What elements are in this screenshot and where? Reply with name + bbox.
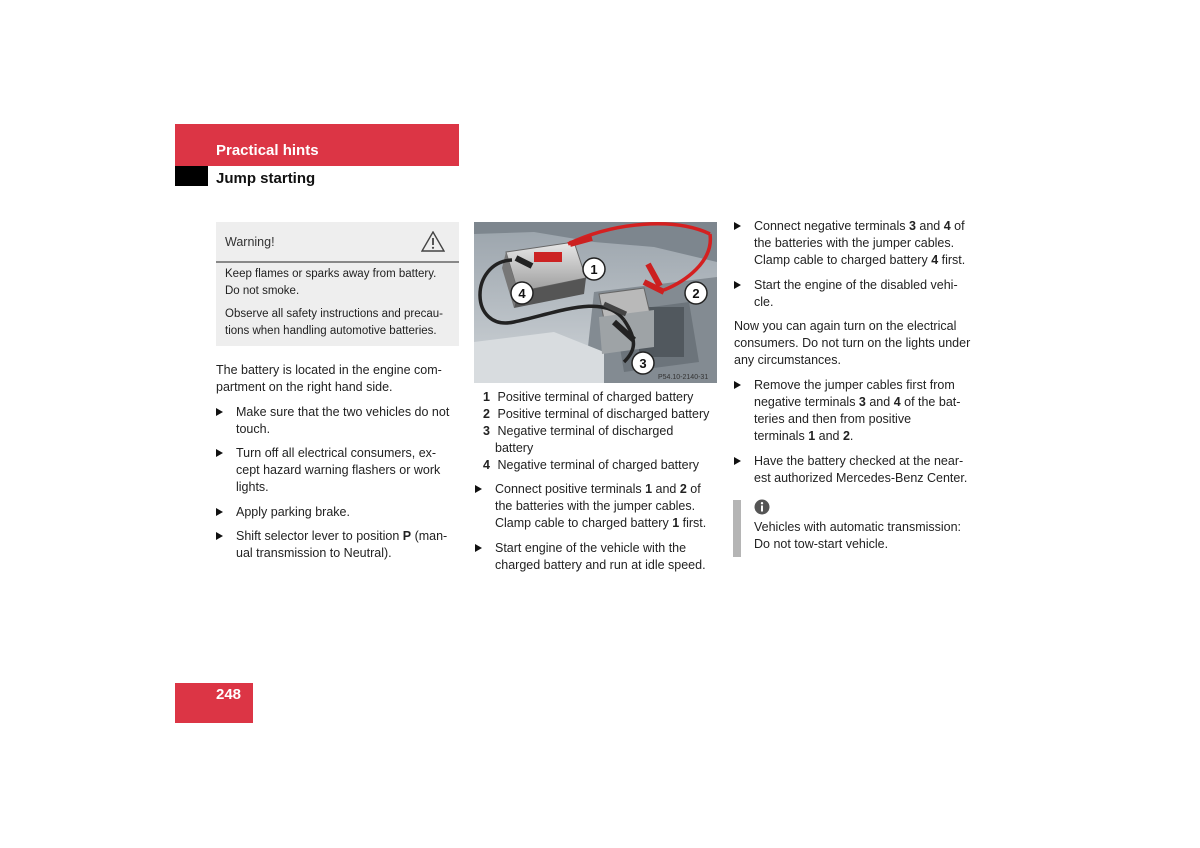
- col1-steps: [216, 404, 466, 574]
- list-item: Apply parking brake.: [216, 504, 350, 521]
- warning-label: Warning!: [225, 235, 275, 249]
- list-item: Connect positive terminals 1 and 2 of the batteries with the jumper cables. Clamp cable to charged battery 1 first.: [475, 481, 706, 532]
- bullet-arrow-icon: [216, 449, 223, 457]
- legend-item: 3 Negative terminal of discharged: [483, 424, 674, 438]
- list-item: Have the battery checked at the near- est authorized Mercedes-Benz Center.: [734, 453, 967, 487]
- warning-header: [216, 222, 459, 263]
- col3: [734, 218, 984, 568]
- list-item: Turn off all electrical consumers, ex- cept hazard warning flashers or work lights.: [216, 445, 440, 496]
- callout-2: 2: [692, 286, 700, 301]
- legend-item: 2 Positive terminal of discharged battery: [483, 407, 710, 421]
- info-note-text: Vehicles with automatic transmission: Do not tow-start vehicle.: [754, 520, 962, 551]
- section-title: Practical hints: [216, 142, 319, 159]
- bullet-arrow-icon: [475, 544, 482, 552]
- warning-triangle-icon: [421, 231, 445, 252]
- bullet-arrow-icon: [216, 532, 223, 540]
- callout-1: 1: [590, 262, 598, 277]
- bullet-arrow-icon: [475, 485, 482, 493]
- info-note-bar: [733, 500, 741, 557]
- bullet-arrow-icon: [734, 222, 741, 230]
- figure-code: P54.10-2140-31: [658, 374, 709, 381]
- bullet-arrow-icon: [216, 508, 223, 516]
- page-number-tab: [175, 683, 253, 723]
- list-item: Shift selector lever to position P (man- ual transmission to Neutral).: [216, 528, 447, 562]
- legend-item-continued: battery: [495, 441, 534, 455]
- list-item: Remove the jumper cables first from negative terminals 3 and 4 of the bat- teries and then from positive terminals 1 and 2.: [734, 377, 960, 445]
- list-item: Make sure that the two vehicles do not touch.: [216, 404, 449, 438]
- page-number: 248: [216, 686, 242, 703]
- figure-legend: [483, 389, 723, 474]
- paragraph: Now you can again turn on the electrical consumers. Do not turn on the lights under any circumstances.: [734, 319, 971, 367]
- bullet-arrow-icon: [734, 457, 741, 465]
- bullet-arrow-icon: [216, 408, 223, 416]
- subsection-marker: [175, 166, 208, 186]
- bullet-arrow-icon: [734, 381, 741, 389]
- warning-text-1: Keep flames or sparks away from battery. Do not smoke.: [225, 268, 437, 297]
- jump-start-photo: [474, 222, 717, 383]
- callout-3: 3: [639, 356, 647, 371]
- intro-paragraph: The battery is located in the engine com- partment on the right hand side.: [216, 363, 442, 394]
- warning-text-2: Observe all safety instructions and precau- tions when handling automotive batteries.: [225, 308, 443, 337]
- callout-4: 4: [518, 286, 526, 301]
- list-item: Connect negative terminals 3 and 4 of the batteries with the jumper cables. Clamp cable to charged battery 4 first.: [734, 218, 965, 269]
- bullet-arrow-icon: [734, 281, 741, 289]
- info-icon: [754, 499, 770, 515]
- list-item: Start the engine of the disabled vehi- cle.: [734, 277, 958, 311]
- legend-item: 1 Positive terminal of charged battery: [483, 390, 694, 404]
- warning-box: [216, 222, 459, 346]
- legend-item: 4 Negative terminal of charged battery: [483, 458, 699, 472]
- list-item: Start engine of the vehicle with the charged battery and run at idle speed.: [475, 540, 706, 574]
- subsection-title: Jump starting: [216, 170, 316, 187]
- col2-steps: [475, 481, 725, 581]
